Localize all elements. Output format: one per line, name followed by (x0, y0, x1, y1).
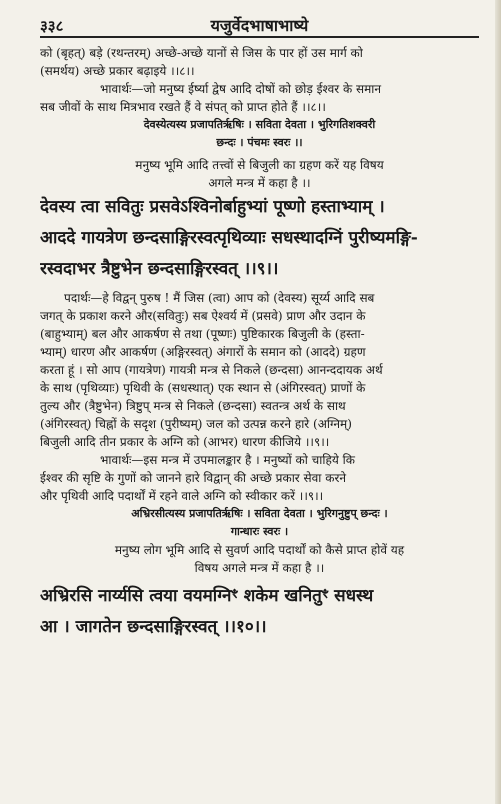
text-line: को (बृहत्) बड़े (रथन्तरम्) अच्छे-अच्छे यानों से जिस के पार हों उस मार्ग को (40, 46, 363, 60)
mantra-line: आददे गायत्रेण छन्दसाङ्गिरस्वत्पृथिव्याः सधस्थादग्निं पुरीष्यमङ्गि- (40, 228, 418, 248)
bhavartha-line: भावार्थः—जो मनुष्य ईर्ष्या द्वेष आदि दोषों को छोड़ ईश्वर के समान (100, 82, 382, 96)
subject-intro: मनुष्य लोग भूमि आदि से सुवर्ण आदि पदार्थों को कैसे प्राप्त होवें यह (114, 543, 405, 557)
page-number: ३३८ (40, 17, 64, 35)
mantra-line: रस्वदाभर त्रैष्टुभेन छन्दसाङ्गिरस्वत् ।।९।। (40, 259, 279, 279)
bhavartha-line: ईश्वर की सृष्टि के गुणों को जानने हारे विद्वान् की अच्छे प्रकार सेवा करने (40, 471, 347, 485)
text-line: (समर्थय) अच्छे प्रकार बढ़ाइये ।।८।। (40, 64, 195, 78)
padartha-line: तुल्य और (त्रैष्टुभेन) त्रिष्टुप् मन्त्र से निकले (छन्दसा) स्वतन्त्र अर्थ के साथ (40, 399, 346, 413)
bhavartha-line: भावार्थः—इस मन्त्र में उपमालङ्कार है । मनुष्यों को चाहिये कि (100, 453, 355, 467)
mantra-line: आ । जागतेन छन्दसाङ्गिरस्वत् ।।१०।। (40, 617, 267, 637)
padartha-line: जगत् के प्रकाश करने और(सवितुः) सब ऐश्वर्य में (प्रसवे) प्राण और उदान के (40, 309, 366, 323)
mantra-line: अभ्रिरसि नार्य्यसि त्वया वयमग्निꣳ शकेम खनितुꣳ सधस्थ (40, 586, 374, 606)
header-rule (40, 36, 479, 38)
padartha-line: पदार्थः—हे विद्वन् पुरुष ! मैं जिस (त्वा) आप को (देवस्य) सूर्य्य आदि सब (64, 291, 375, 305)
subject-intro: अगले मन्त्र में कहा है ।। (208, 176, 311, 190)
page-title: यजुर्वेदभाषाभाष्ये (210, 16, 309, 35)
padartha-line: (बाहुभ्याम्) बल और आकर्षण से तथा (पूष्णः) पुष्टिकारक बिजुली के (हस्ता- (40, 327, 365, 341)
padartha-line: करता हूं । सो आप (गायत्रेण) गायत्री मन्त्र से निकले (छन्दसा) आनन्ददायक अर्थ (40, 363, 383, 377)
page-body (40, 44, 479, 643)
rishi-devata-line: अभ्रिरसीत्यस्य प्रजापतिर्ऋषिः । सविता देवता । भुरिगनुष्टुप् छन्दः । (131, 507, 388, 520)
rishi-devata-line: देवस्येत्यस्य प्रजापतिर्ऋषिः । सविता देवता । भुरिगतिशक्वरी (143, 118, 376, 131)
bhavartha-line: सब जीवों के साथ मित्रभाव रखते हैं वे संपत् को प्राप्त होते हैं ।।८।। (40, 100, 326, 114)
padartha-line: भ्याम्) धारण और आकर्षण (अङ्गिरस्वत्) अंगारों के समान को (आददे) ग्रहण (40, 345, 366, 359)
padartha-line: (अंगिरस्वत्) चिह्नों के सदृश (पुरीष्यम्) जल को उत्पन्न करने हारे (अग्निम्) (40, 417, 352, 431)
padartha-line: के साथ (पृथिव्याः) पृथिवी के (सधस्थात्) एक स्थान से (अंगिरस्वत्) प्राणों के (40, 381, 366, 395)
svara-line: गान्धारः स्वरः । (230, 525, 289, 538)
mantra-line: देवस्य त्वा सवितुः प्रसवेऽश्विनोर्बाहुभ्यां पूष्णो हस्ताभ्याम् । (40, 197, 385, 217)
padartha-line: बिजुली आदि तीन प्रकार के अग्नि को (आभर) धारण कीजिये ।।९।। (40, 435, 330, 449)
page-edge (495, 0, 501, 804)
subject-intro: विषय अगले मन्त्र में कहा है ।। (194, 561, 325, 575)
subject-intro: मनुष्य भूमि आदि तत्त्वों से बिजुली का ग्रहण करें यह विषय (135, 158, 384, 172)
bhavartha-line: और पृथिवी आदि पदार्थों में रहने वाले अग्नि को स्वीकार करें ।।९।। (40, 489, 324, 503)
chhanda-line: छन्दः । पंचमः स्वरः ।। (216, 136, 303, 149)
